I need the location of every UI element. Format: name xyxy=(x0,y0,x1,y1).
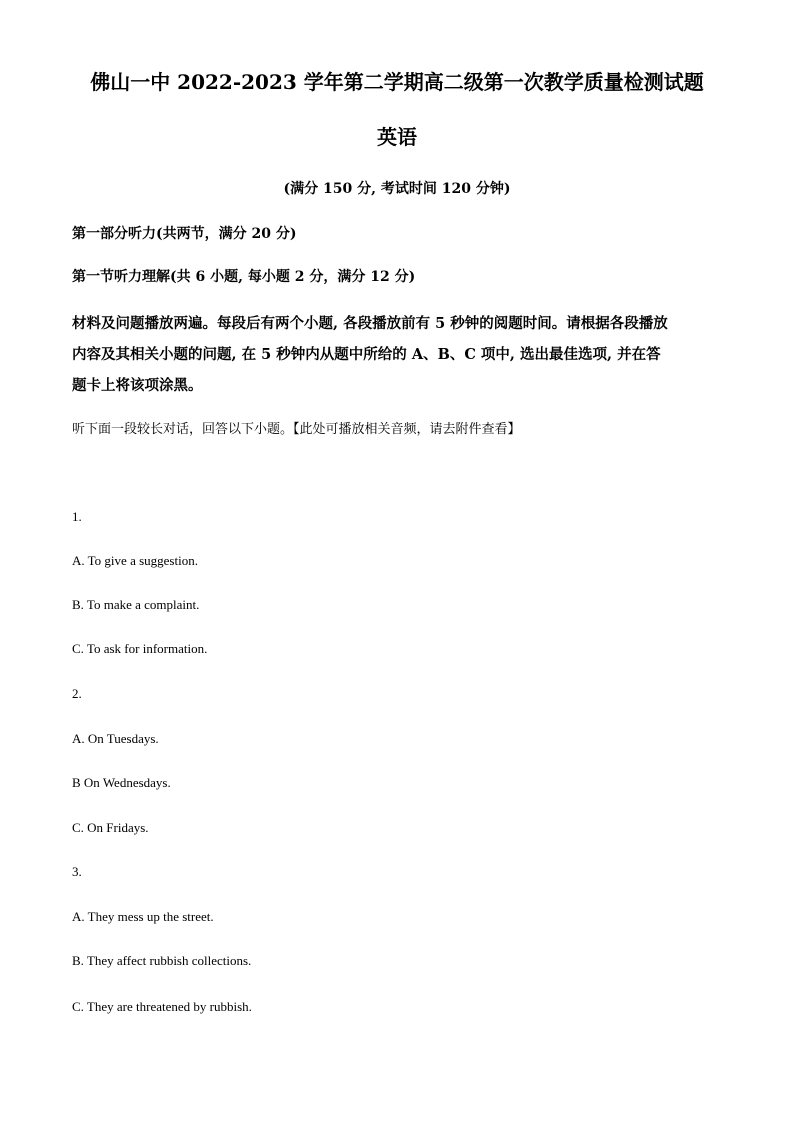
listening-note: 听下面一段较长对话，回答以下小题。【此处可播放相关音频，请去附件查看】 xyxy=(72,422,521,437)
question-number: 1. xyxy=(72,509,82,524)
subject-heading: 英语 xyxy=(377,125,417,149)
question-option: B. To make a complaint. xyxy=(72,597,200,612)
question-option: B On Wednesdays. xyxy=(72,775,171,790)
instructions-line-2: 内容及其相关小题的问题, 在 5 秒钟内从题中所给的 A、B、C 项中, 选出最佳选项, 并在答 xyxy=(72,346,661,363)
part1-heading: 第一部分听力(共两节，满分 20 分) xyxy=(72,226,297,242)
question-number: 2. xyxy=(72,686,82,701)
question-option: C. To ask for information. xyxy=(72,641,208,656)
listening-instructions xyxy=(72,308,732,401)
question-option: C. They are threatened by rubbish. xyxy=(72,999,252,1014)
question-option: A. On Tuesdays. xyxy=(72,731,159,746)
instructions-line-1: 材料及问题播放两遍。每段后有两个小题, 各段播放前有 5 秒钟的阅题时间。请根据各段播放 xyxy=(72,315,668,332)
section1-heading: 第一节听力理解(共 6 小题, 每小题 2 分，满分 12 分) xyxy=(72,269,416,285)
question-option: B. They affect rubbish collections. xyxy=(72,953,252,968)
exam-title: 佛山一中 2022-2023 学年第二学期高二级第一次教学质量检测试题 xyxy=(90,70,704,94)
score-info: (满分 150 分, 考试时间 120 分钟) xyxy=(283,181,511,197)
instructions-line-3: 题卡上将该项涂黑。 xyxy=(72,377,203,394)
question-option: A. To give a suggestion. xyxy=(72,553,198,568)
question-option: A. They mess up the street. xyxy=(72,909,214,924)
question-number: 3. xyxy=(72,864,82,879)
question-option: C. On Fridays. xyxy=(72,820,149,835)
